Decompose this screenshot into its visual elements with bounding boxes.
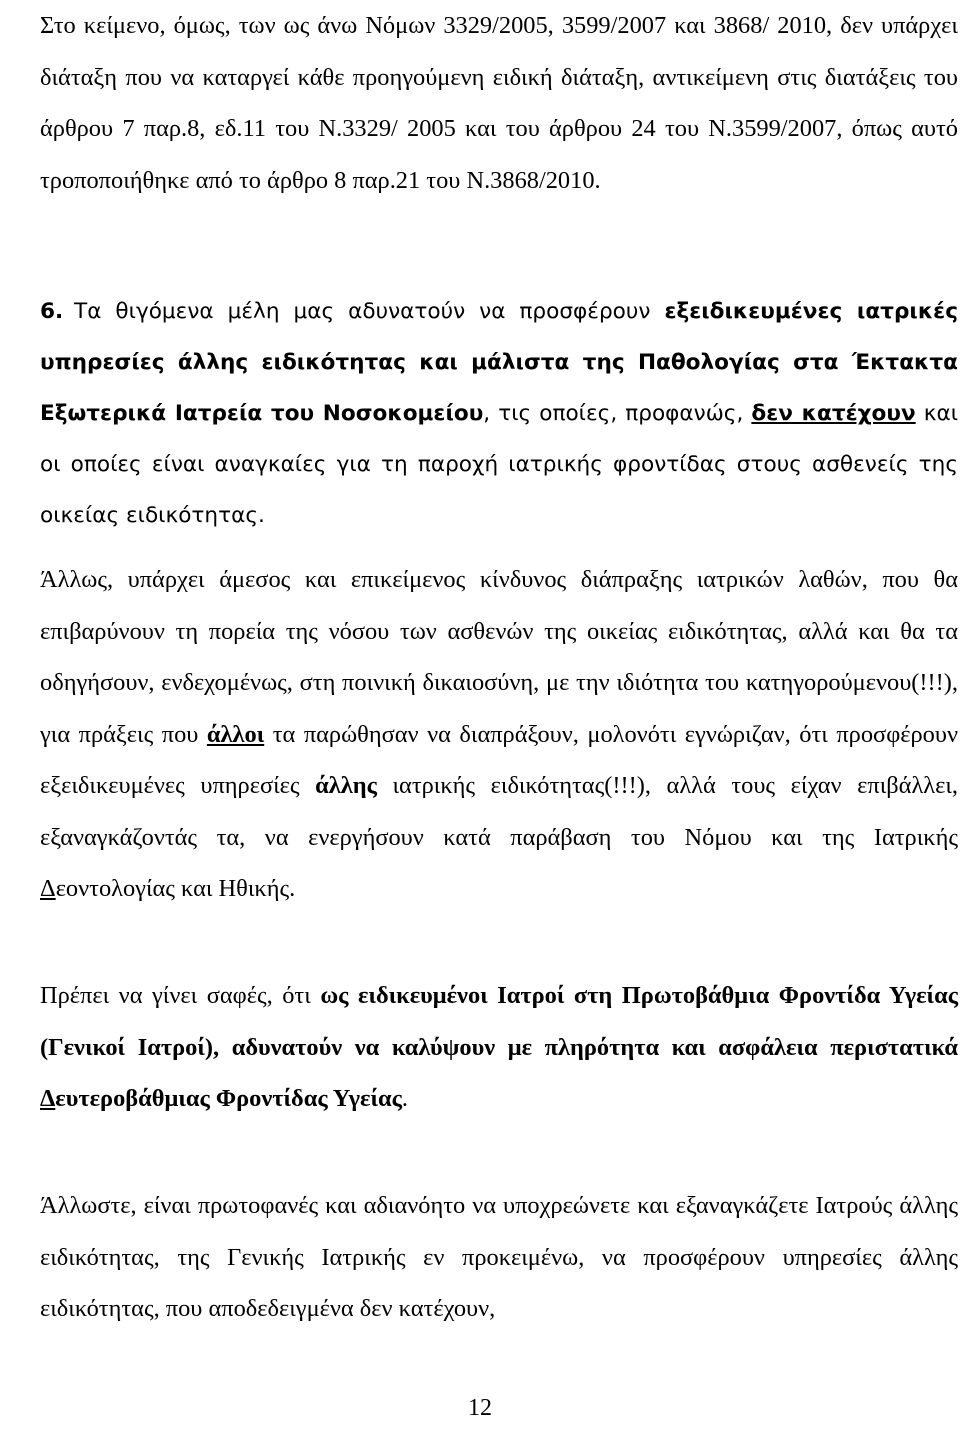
page-number: 12 (468, 1395, 492, 1421)
bold-text-run: ευτεροβάθμιας Φροντίδας Υγείας (55, 1085, 402, 1112)
text-run: , τις οποίες, προφανώς, (483, 401, 752, 426)
paragraph-6 (40, 286, 958, 541)
text-run: εοντολογίας και Ηθικής. (55, 875, 296, 902)
text-run: Τα θιγόμενα μέλη μας αδυνατούν να προσφέρουν (74, 299, 665, 324)
text-run: τα παρώθησαν να διαπράξουν, μολονότι εγνώριζαν, ότι προσφέρουν εξειδικευμένες υπηρεσίες (40, 720, 958, 799)
bold-underlined-text-run: άλλοι (206, 720, 265, 748)
paragraph-clarification (40, 970, 958, 1125)
text-run: Πρέπει να γίνει σαφές, ότι (40, 982, 321, 1009)
underlined-letter: Δ (40, 875, 56, 902)
bold-text-run: εξειδικευμένες ιατρικές υπηρεσίες άλλης ειδικότητας και μάλιστα της Παθολογίας στα Έκτακτα Εξωτερικά Ιατρεία του Νοσοκομείου (40, 299, 958, 426)
paragraph-laws: Στο κείμενο, όμως, των ως άνω Νόμων 3329/2005, 3599/2007 και 3868/ 2010, δεν υπάρχει διάταξη που να καταργεί κάθε προηγούμενη ειδική διάταξη, αντικείμενη στις διατάξεις του άρθρου 7 παρ.8, εδ.11 του Ν.3329/ 2005 και του άρθρου 24 του Ν.3599/2007, όπως αυτό τροποποιήθηκε από το άρθρο 8 παρ.21 του Ν.3868/2010. (40, 12, 958, 194)
paragraph-risk (40, 554, 958, 915)
paragraph-unprecedented: Άλλωστε, είναι πρωτοφανές και αδιανόητο να υποχρεώνετε και εξαναγκάζετε Ιατρούς άλλης ειδικότητας, της Γενικής Ιατρικής εν προκειμένω, να προσφέρουν υπηρεσίες άλλης ειδικότητας, που αποδεδειγμένα δεν κατέχουν, (40, 1192, 958, 1322)
bold-text-run: άλλης (315, 772, 377, 799)
paragraph-number: 6. (40, 299, 64, 324)
text-run: Άλλως, υπάρχει άμεσος και επικείμενος κίνδυνος διάπραξης ιατρικών λαθών, που θα επιβαρύνουν τη πορεία της νόσου των ασθενών της οικείας ειδικότητας, αλλά και θα τα οδηγήσουν, ενδεχομένως, στη ποινική δικαιοσύνη, με την ιδιότητα του κατηγορούμενου(!!!), για πράξεις που (40, 566, 958, 748)
text-run: και οι οποίες είναι αναγκαίες για τη παροχή ιατρικής φροντίδας στους ασθενείς της οικείας ειδικότητας. (40, 401, 959, 528)
text-run: ιατρικής ειδικότητας(!!!), αλλά τους είχαν επιβάλλει, εξαναγκάζοντάς τα, να ενεργήσουν κατά παράβαση του Νόμου και της Ιατρικής (40, 772, 958, 851)
bold-text-run: ως ειδικευμένοι Ιατροί στη Πρωτοβάθμια Φροντίδα Υγείας (Γενικοί Ιατροί), αδυνατούν να καλύψουν με πληρότητα και ασφάλεια περιστατικά (40, 982, 958, 1061)
text-run: . (401, 1085, 409, 1112)
bold-underlined-text-run: δεν κατέχουν (751, 401, 916, 426)
bold-underlined-letter: Δ (40, 1085, 56, 1112)
